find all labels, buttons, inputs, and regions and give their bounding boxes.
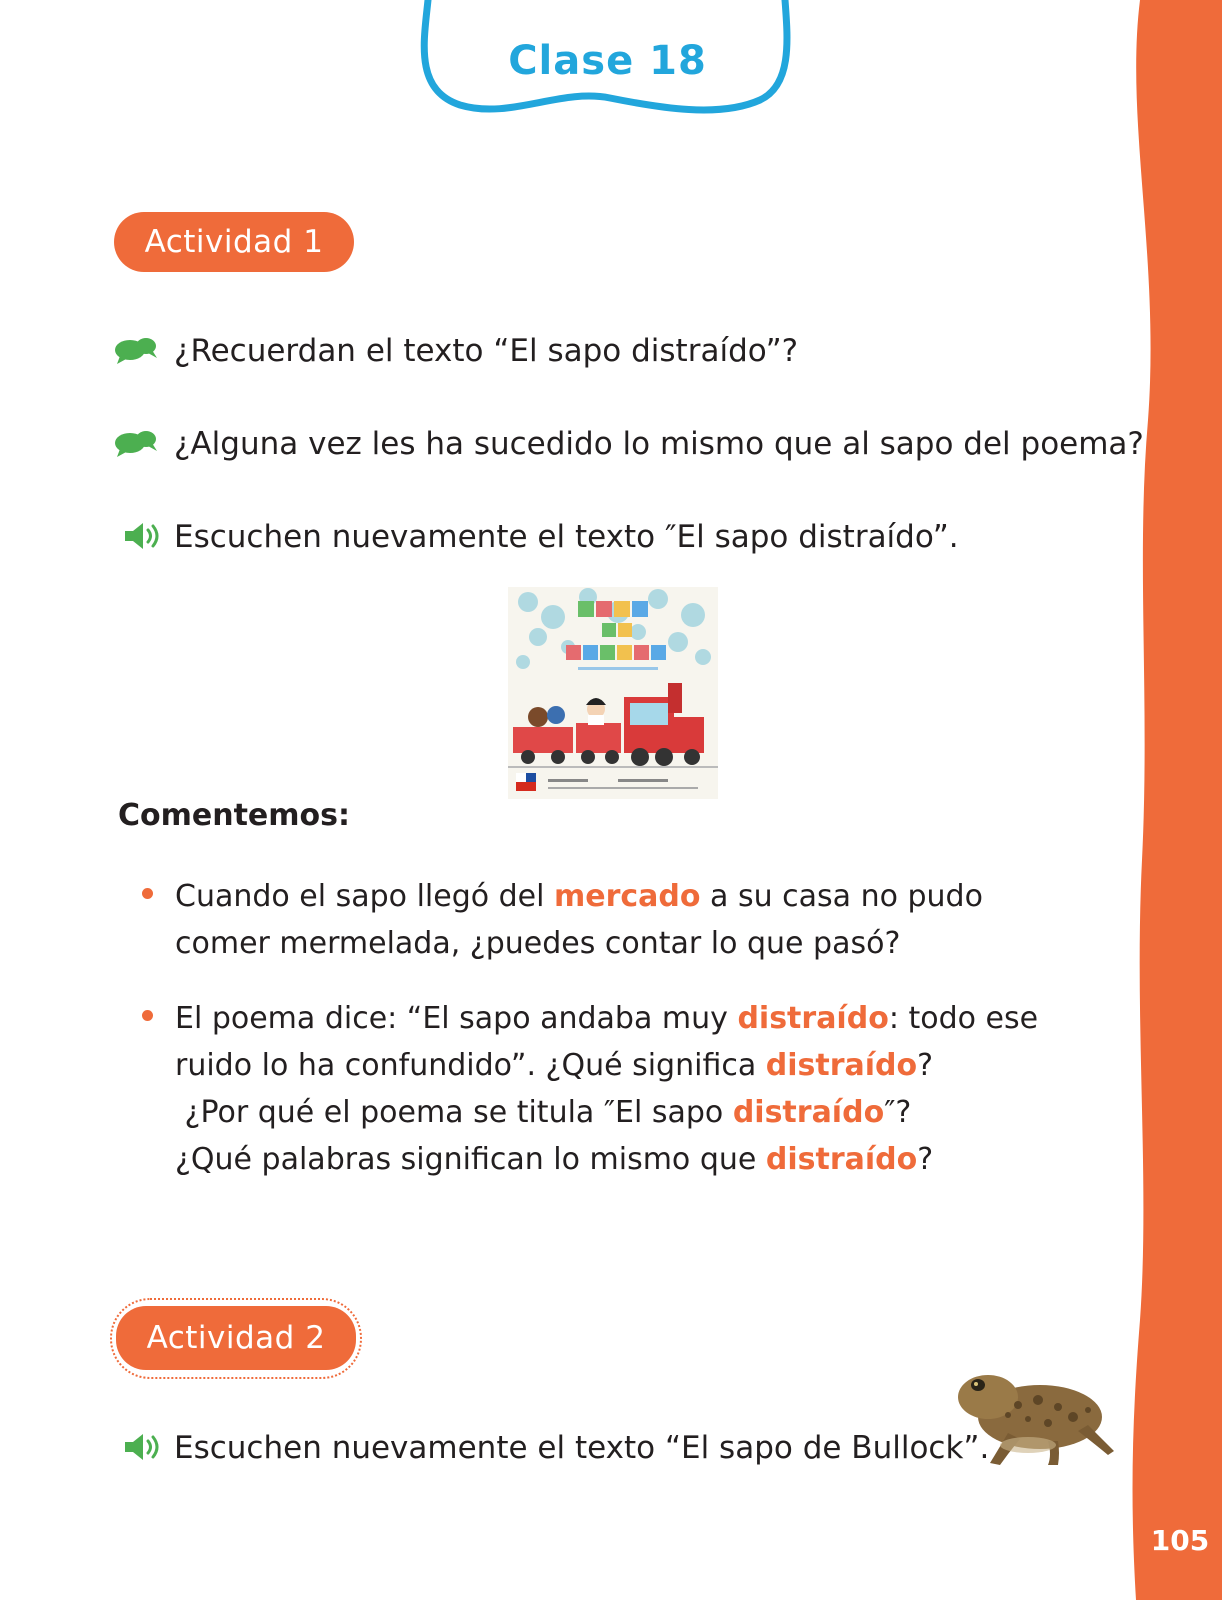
bullet-2-line-2: ruido lo ha confundido”. ¿Qué significa distraído? — [175, 1048, 934, 1083]
speech-bubbles-icon — [114, 429, 158, 459]
listen-instruction-2: Escuchen nuevamente el texto “El sapo de Bullock”. — [174, 1430, 990, 1466]
highlight-word: distraído — [737, 1001, 889, 1036]
page-number: 105 — [1150, 1524, 1210, 1557]
bullet-dot — [142, 888, 153, 899]
highlight-word: distraído — [765, 1048, 918, 1083]
activity-2-badge: Actividad 2 — [116, 1306, 356, 1370]
bullet-2-line-1: El poema dice: “El sapo andaba muy distraído: todo ese — [175, 1001, 1039, 1036]
highlight-word: distraído — [732, 1095, 885, 1130]
speech-bubbles-icon — [114, 336, 158, 366]
highlight-word: distraído — [765, 1142, 918, 1177]
bullet-1-line-1: Cuando el sapo llegó del mercado a su casa no pudo — [175, 879, 983, 914]
bullet-2-line-4: ¿Qué palabras significan lo mismo que distraído? — [175, 1142, 934, 1177]
speaker-icon — [123, 1432, 167, 1462]
question-1: ¿Recuerdan el texto “El sapo distraído”? — [174, 333, 799, 369]
activity-1-badge: Actividad 1 — [114, 212, 354, 272]
bullet-1-line-2: comer mermelada, ¿puedes contar lo que pasó? — [175, 926, 901, 961]
class-title: Clase 18 — [508, 38, 707, 84]
bullet-2-line-3: ¿Por qué el poema se titula ″El sapo distraído″? — [175, 1095, 912, 1130]
listen-instruction-1: Escuchen nuevamente el texto ″El sapo distraído”. — [174, 519, 959, 555]
highlight-word: mercado — [554, 879, 701, 914]
speaker-icon — [123, 521, 167, 551]
comment-heading: Comentemos: — [118, 798, 351, 833]
question-2: ¿Alguna vez les ha sucedido lo mismo que al sapo del poema? — [174, 426, 1144, 462]
bullet-dot — [142, 1010, 153, 1021]
toad-image — [948, 1355, 1118, 1470]
book-cover-image — [508, 587, 718, 799]
